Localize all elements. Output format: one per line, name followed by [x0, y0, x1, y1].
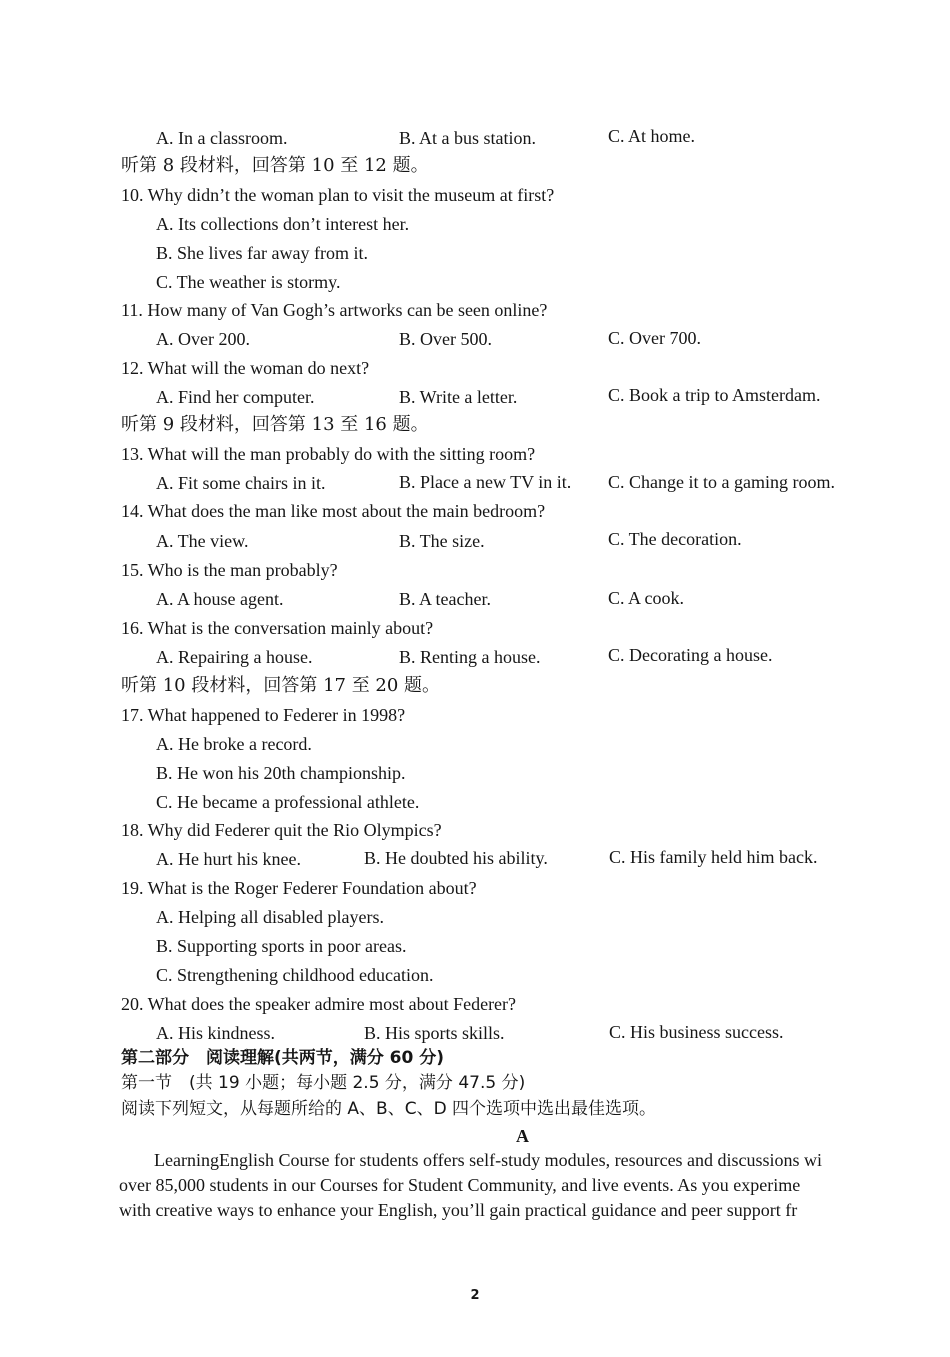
q20-option-c: C. His business success. — [609, 1022, 784, 1042]
passage-line-1: LearningEnglish Course for students offers self-study modules, resources and discussions wi — [154, 1150, 823, 1170]
part2-section1: 第一节 (共 19 小题；每小题 2.5 分，满分 47.5 分) — [121, 1073, 526, 1093]
q10-option-c: C. The weather is stormy. — [156, 272, 341, 292]
question-10: 10. Why didn’t the woman plan to visit the museum at first? — [121, 185, 555, 205]
passage-label: A — [516, 1126, 529, 1146]
question-17: 17. What happened to Federer in 1998? — [121, 705, 406, 725]
question-13: 13. What will the man probably do with the sitting room? — [121, 444, 536, 464]
passage-line-3: with creative ways to enhance your English, you’ll gain practical guidance and peer support fr — [119, 1200, 798, 1220]
q14-option-c: C. The decoration. — [608, 529, 742, 549]
q11-option-b: B. Over 500. — [399, 329, 492, 349]
q20-option-a: A. His kindness. — [156, 1023, 276, 1043]
q9-option-a: A. In a classroom. — [156, 128, 288, 148]
q13-option-b: B. Place a new TV in it. — [399, 472, 572, 492]
part2-instruction: 阅读下列短文，从每题所给的 A、B、C、D 四个选项中选出最佳选项。 — [121, 1099, 657, 1119]
q10-option-a: A. Its collections don’t interest her. — [156, 214, 410, 234]
q15-option-a: A. A house agent. — [156, 589, 284, 609]
section10-header: 听第 10 段材料，回答第 17 至 20 题。 — [121, 675, 441, 696]
q15-option-c: C. A cook. — [608, 588, 685, 608]
q13-option-c: C. Change it to a gaming room. — [608, 472, 835, 492]
q11-option-a: A. Over 200. — [156, 329, 250, 349]
q13-option-a: A. Fit some chairs in it. — [156, 473, 326, 493]
passage-paragraph — [119, 1148, 918, 1223]
q18-option-a: A. He hurt his knee. — [156, 849, 301, 869]
q12-option-a: A. Find her computer. — [156, 387, 315, 407]
q19-option-a: A. Helping all disabled players. — [156, 907, 384, 927]
q19-option-b: B. Supporting sports in poor areas. — [156, 936, 407, 956]
section9-header: 听第 9 段材料，回答第 13 至 16 题。 — [121, 414, 429, 435]
q9-option-b: B. At a bus station. — [399, 128, 537, 148]
q18-option-c: C. His family held him back. — [609, 847, 818, 867]
q20-option-b: B. His sports skills. — [364, 1023, 505, 1043]
q15-option-b: B. A teacher. — [399, 589, 491, 609]
q16-option-c: C. Decorating a house. — [608, 645, 773, 665]
question-11: 11. How many of Van Gogh’s artworks can be seen online? — [121, 300, 548, 320]
q16-option-b: B. Renting a house. — [399, 647, 541, 667]
part2-title: 第二部分 阅读理解(共两节，满分 60 分) — [121, 1048, 445, 1068]
q18-option-b: B. He doubted his ability. — [364, 848, 548, 868]
question-16: 16. What is the conversation mainly about? — [121, 618, 434, 638]
q19-option-c: C. Strengthening childhood education. — [156, 965, 434, 985]
q11-option-c: C. Over 700. — [608, 328, 701, 348]
q17-option-a: A. He broke a record. — [156, 734, 312, 754]
q17-option-c: C. He became a professional athlete. — [156, 792, 420, 812]
question-14: 14. What does the man like most about the main bedroom? — [121, 501, 546, 521]
page-number: 2 — [470, 1288, 480, 1303]
question-15: 15. Who is the man probably? — [121, 560, 338, 580]
question-20: 20. What does the speaker admire most about Federer? — [121, 994, 517, 1014]
q14-option-a: A. The view. — [156, 531, 249, 551]
q16-option-a: A. Repairing a house. — [156, 647, 313, 667]
q12-option-c: C. Book a trip to Amsterdam. — [608, 385, 821, 405]
question-12: 12. What will the woman do next? — [121, 358, 370, 378]
q10-option-b: B. She lives far away from it. — [156, 243, 368, 263]
q12-option-b: B. Write a letter. — [399, 387, 518, 407]
q9-option-c: C. At home. — [608, 126, 696, 146]
section8-header: 听第 8 段材料，回答第 10 至 12 题。 — [121, 155, 429, 176]
q14-option-b: B. The size. — [399, 531, 485, 551]
question-18: 18. Why did Federer quit the Rio Olympics? — [121, 820, 442, 840]
question-19: 19. What is the Roger Federer Foundation about? — [121, 878, 477, 898]
q17-option-b: B. He won his 20th championship. — [156, 763, 406, 783]
passage-line-2: over 85,000 students in our Courses for Student Community, and live events. As you experime — [119, 1175, 801, 1195]
